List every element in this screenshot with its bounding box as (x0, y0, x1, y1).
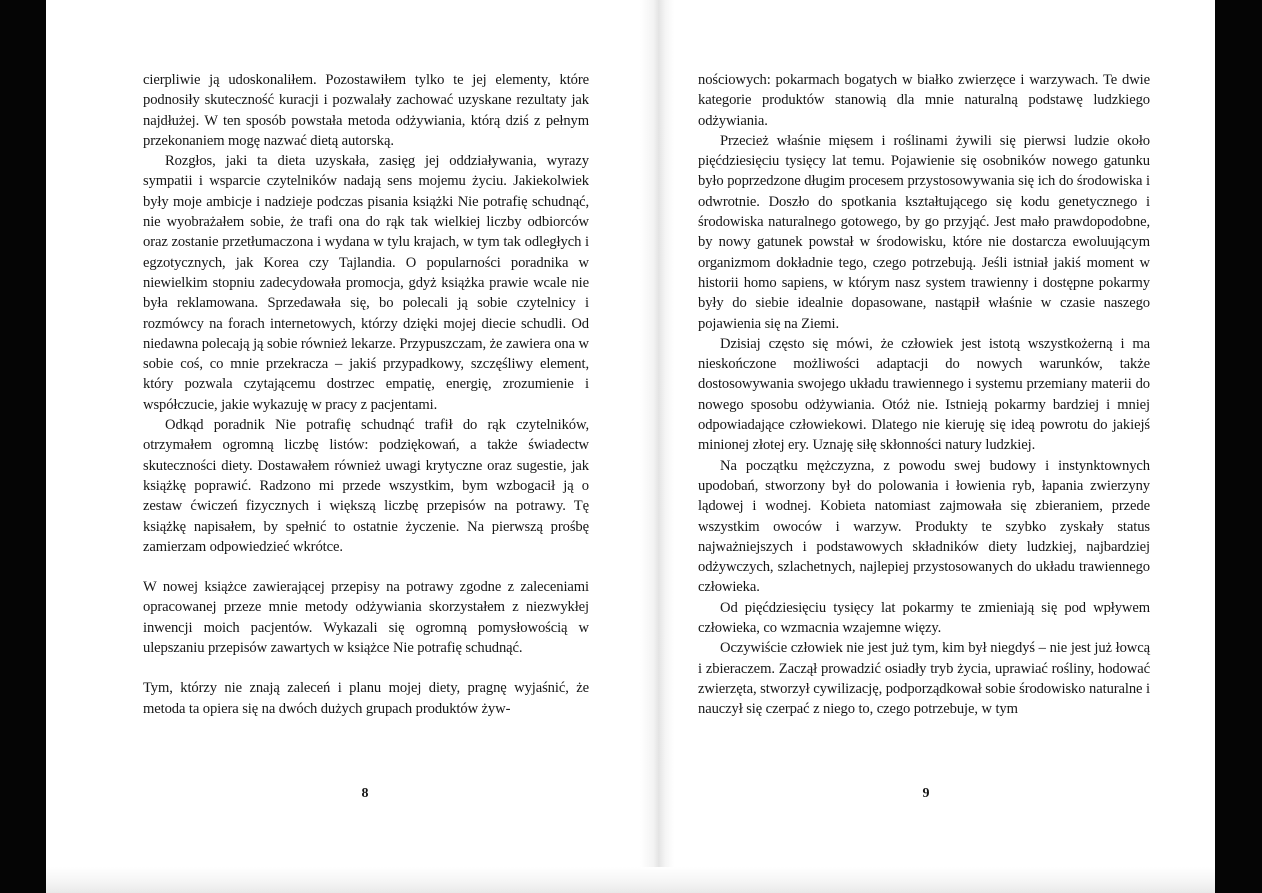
paragraph: Rozgłos, jaki ta dieta uzyskała, zasięg jej oddziaływania, wyrazy sympatii i wsparcie czytelników nadają sens mojemu życiu. Jakiekolwiek były moje ambicje i nadzieje podczas pisania książki Nie potrafię schudnąć, nie wyobrażałem sobie, że trafi ona do rąk tak wielkiej liczby odbiorców oraz zostanie przetłumaczona i wydana w tylu krajach, w tym tak odległych i egzotycznych, jak Korea czy Tajlandia. O popularności poradnika w niewielkim stopniu zadecydowała promocja, gdyż książka prawie wcale nie była reklamowana. Sprzedawała się, bo polecali ją sobie czytelnicy i rozmówcy na forach internetowych, którzy dzięki mojej diecie schudli. Od niedawna polecają ją sobie również lekarze. Przypuszczam, że zawiera ona w sobie coś, co mnie przekracza – jakiś przypadkowy, szczęśliwy element, który pozwala czytającemu dostrzec empatię, energię, zrozumienie i współczucie, jakie wykazuję w pracy z pacjentami. (143, 153, 589, 413)
book-gutter (640, 0, 674, 893)
paragraph: Odkąd poradnik Nie potrafię schudnąć trafił do rąk czytelników, otrzymałem ogromną liczbę listów: podziękowań, a także świadectw skuteczności diety. Dostawałem również uwagi krytyczne oraz sugestie, jak książkę poprawić. Radzono mi przede wszystkim, bym wzbogacił ją o zestaw ćwiczeń fizycznych i większą liczbę przepisów na potrawy. Tę książkę napisałem, by spełnić to ostatnie życzenie. Na pierwszą prośbę zamierzam odpowiedzieć wkrótce. (143, 417, 589, 555)
right-page (698, 70, 1150, 720)
scan-edge-right (1215, 0, 1262, 893)
scan-edge-left (0, 0, 46, 893)
paragraph: cierpliwie ją udoskonaliłem. Pozostawiłem tylko te jej elementy, które podnosiły skuteczność kuracji i pozwalały zachować uzyskane rezultaty jak najdłużej. W ten sposób powstała metoda odżywiania, którą dziś z pełnym przekonaniem mogę nazwać dietą autorską. (143, 72, 589, 149)
paragraph: Na początku mężczyzna, z powodu swej budowy i instynktownych upodobań, stworzony był do polowania i łowienia ryb, łapania zwierzyny lądowej i wodnej. Kobieta natomiast zajmowała się zbieraniem, przede wszystkim owoców i warzyw. Produkty te szybko zyskały status najważniejszych i podstawowych składników diety ludzkiej, najbardziej odżywczych, szlachetnych, najlepiej przystosowanych do układu trawiennego człowieka. (698, 457, 1150, 596)
page-bottom-shadow (46, 867, 1215, 893)
page-number-left: 8 (361, 786, 369, 801)
paragraph: W nowej książce zawierającej przepisy na potrawy zgodne z zaleceniami opracowanej przeze mnie metody odżywiania skorzystałem z niezwykłej inwencji moich pacjentów. Wykazali się ogromną pomysłowością w ulepszaniu przepisów zawartych w książce Nie potrafię schudnąć. (143, 579, 589, 657)
paragraph: Dzisiaj często się mówi, że człowiek jest istotą wszystkożerną i ma nieskończone możliwości adaptacji do nowych warunków, także dostosowywania swojego układu trawiennego i systemu przemiany materii do nowego sposobu odżywiania. Otóż nie. Istnieją pokarmy bardziej i mniej odpowiadające człowiekowi. Dlatego nie kieruję się ideą powrotu do jakiejś minionej złotej ery. Uznaję siłę skłonności natury ludzkiej. (698, 335, 1150, 454)
paragraph: Oczywiście człowiek nie jest już tym, kim był niegdyś – nie jest już łowcą i zbieraczem. Zaczął prowadzić osiadły tryb życia, uprawiać rośliny, hodować zwierzęta, stworzył cywilizację, podporządkował sobie środowisko naturalne i nauczył się czerpać z niego to, czego potrzebuje, w tym (698, 640, 1150, 718)
paragraph: Przecież właśnie mięsem i roślinami żywili się pierwsi ludzie około pięćdziesięciu tysięcy lat temu. Pojawienie się osobników nowego gatunku było poprzedzone długim procesem przystosowywania się ich do środowiska i odwrotnie. Doszło do spotkania kształtującego się kodu genetycznego i środowiska naturalnego gotowego, by go przyjąć. Jest mało prawdopodobne, by nowy gatunek powstał w środowisku, które nie dostarcza ewoluującym organizmom dokładnie tego, czego potrzebują. Jeśli istniał jakiś moment w historii homo sapiens, w którym nasz system trawienny i dostępne pokarmy były do siebie idealnie dopasowane, nastąpił właśnie w czasie naszego pojawienia się na Ziemi. (698, 132, 1150, 332)
page-number-right: 9 (922, 786, 930, 801)
left-page (143, 70, 589, 719)
paragraph: Tym, którzy nie znają zaleceń i planu mojej diety, pragnę wyjaśnić, że metoda ta opiera się na dwóch dużych grupach produktów żyw- (143, 680, 589, 717)
paragraph: nościowych: pokarmach bogatych w białko zwierzęce i warzywach. Te dwie kategorie produktów stanowią dla mnie naturalną podstawę ludzkiego odżywiania. (698, 72, 1150, 129)
paragraph: Od pięćdziesięciu tysięcy lat pokarmy te zmieniają się pod wpływem człowieka, co wzmacnia wzajemne więzy. (698, 599, 1150, 637)
